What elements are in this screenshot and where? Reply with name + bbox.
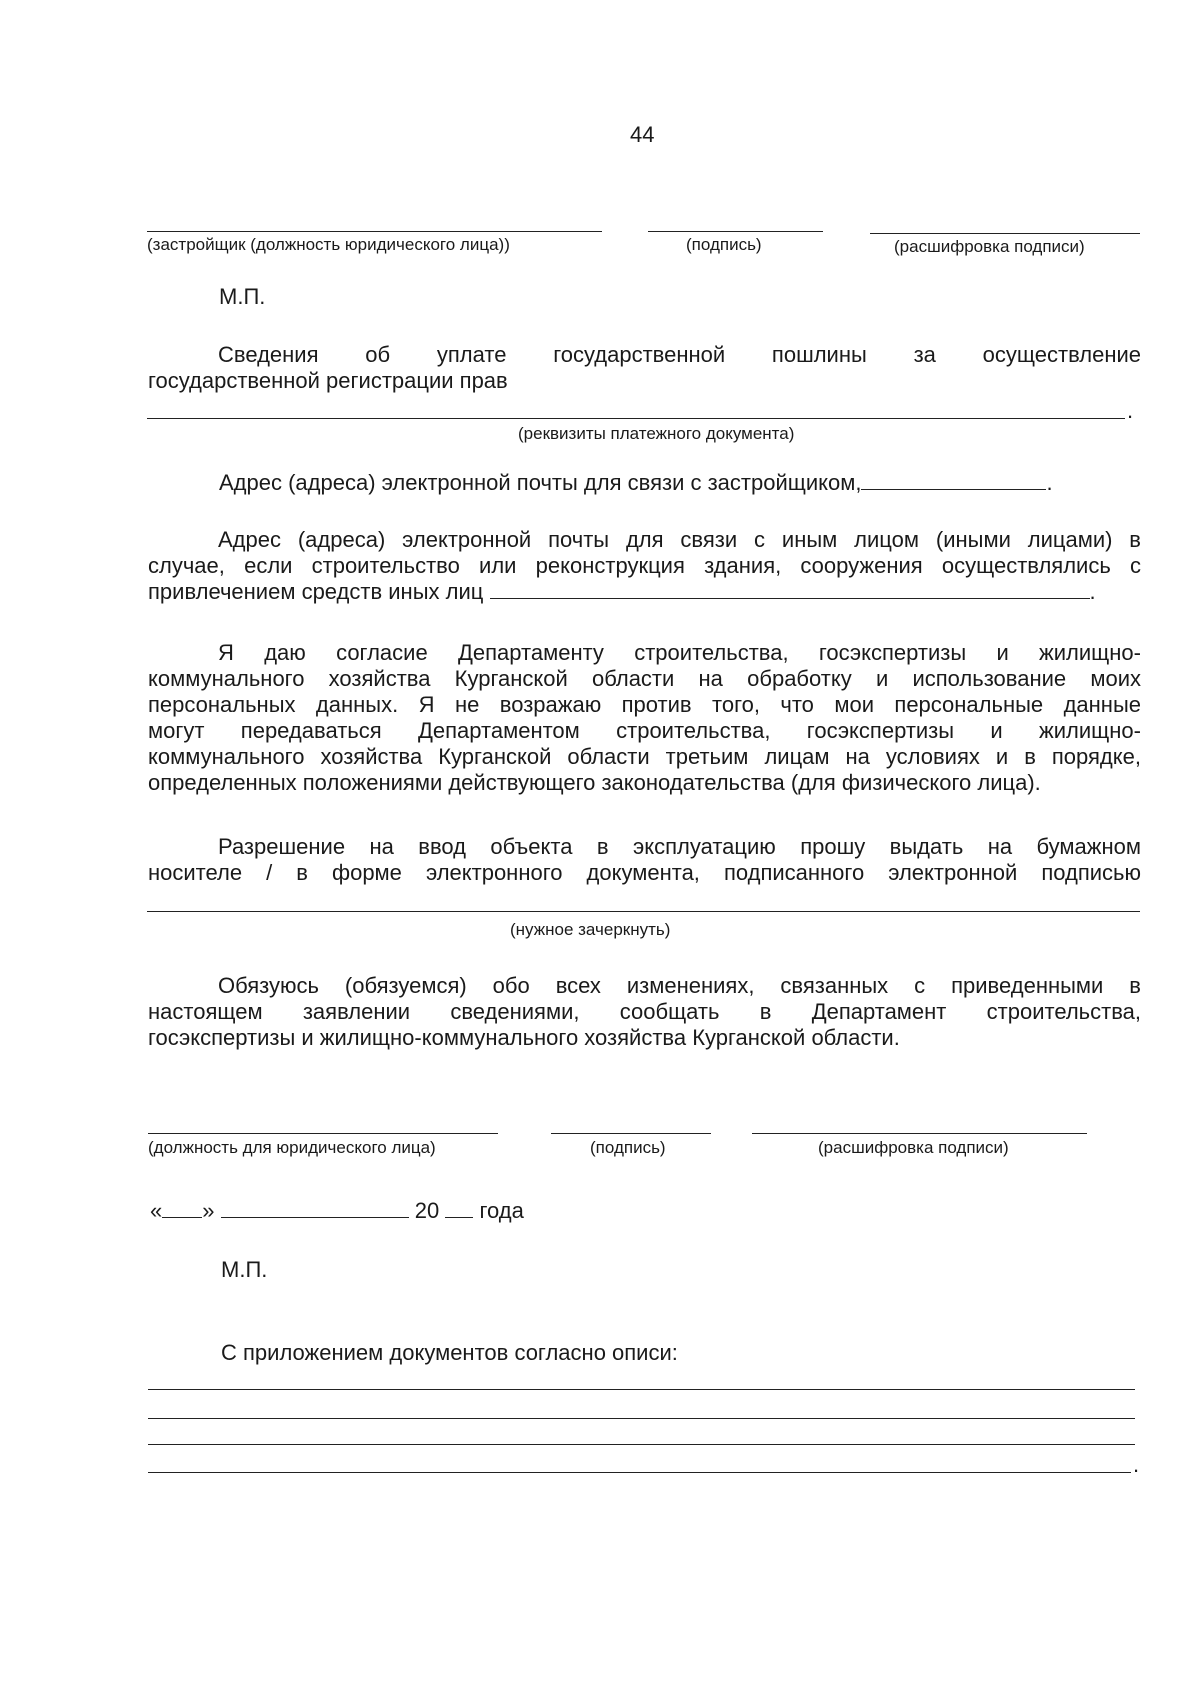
signature-line-1[interactable] bbox=[648, 231, 823, 232]
payment-document-line[interactable] bbox=[147, 418, 1125, 419]
consent-line-4: могут передаваться Департаментом строительства, госэкспертизы и жилищно- bbox=[148, 718, 1141, 743]
fee-line-1: Сведения об уплате государственной пошлины за осуществление bbox=[218, 342, 1141, 367]
obligation-line-1: Обязуюсь (обязуемся) обо всех изменениях, связанных с приведенными в bbox=[218, 973, 1141, 998]
date-line bbox=[150, 1198, 524, 1224]
attachment-line-2[interactable] bbox=[148, 1418, 1135, 1419]
open-quote: « bbox=[150, 1198, 163, 1223]
consent-line-2: коммунального хозяйства Курганской области на обработку и использование моих bbox=[148, 666, 1141, 691]
consent-line-6: определенных положениями действующего законодательства (для физического лица). bbox=[148, 770, 1041, 795]
attachments-label: С приложением документов согласно описи: bbox=[221, 1340, 678, 1365]
close-quote: » bbox=[202, 1198, 215, 1223]
payment-document-caption: (реквизиты платежного документа) bbox=[518, 424, 795, 443]
fee-line-2: государственной регистрации прав bbox=[148, 368, 508, 393]
email-developer-field[interactable] bbox=[861, 471, 1046, 490]
attachment-line-4[interactable] bbox=[148, 1472, 1131, 1473]
attachment-line-3[interactable] bbox=[148, 1444, 1135, 1445]
consent-line-5: коммунального хозяйства Курганской области третьим лицам на условиях и в порядке, bbox=[148, 744, 1141, 769]
year-suffix: года bbox=[479, 1198, 524, 1223]
period-mark: . bbox=[1127, 398, 1134, 423]
email-others-line-3: привлечением средств иных лиц . bbox=[148, 579, 1096, 604]
attachment-line-1[interactable] bbox=[148, 1389, 1135, 1390]
position-line-1[interactable] bbox=[147, 231, 602, 232]
position-caption-2: (должность для юридического лица) bbox=[148, 1138, 436, 1157]
consent-line-1: Я даю согласие Департаменту строительства, госэкспертизы и жилищно- bbox=[218, 640, 1141, 665]
consent-paragraph bbox=[148, 640, 1141, 796]
email-others-field[interactable] bbox=[490, 580, 1090, 599]
obligation-line-3: госэкспертизы и жилищно-коммунального хозяйства Курганской области. bbox=[148, 1025, 900, 1050]
obligation-line-2: настоящем заявлении сведениями, сообщать в Департамент строительства, bbox=[148, 999, 1141, 1024]
decoding-caption-2: (расшифровка подписи) bbox=[818, 1138, 1009, 1157]
year-prefix: 20 bbox=[414, 1198, 440, 1223]
permit-choice-line[interactable] bbox=[147, 911, 1140, 912]
period-mark-end: . bbox=[1133, 1452, 1140, 1477]
decoding-caption-1: (расшифровка подписи) bbox=[894, 237, 1085, 256]
permit-caption: (нужное зачеркнуть) bbox=[510, 920, 671, 939]
decoding-line-2[interactable] bbox=[752, 1133, 1087, 1134]
email-others-line-2: случае, если строительство или реконструкция здания, сооружения осуществлялись с bbox=[148, 553, 1141, 578]
decoding-line-1[interactable] bbox=[870, 233, 1140, 234]
page-number: 44 bbox=[630, 122, 655, 147]
month-field[interactable] bbox=[221, 1199, 409, 1218]
email-developer-text: Адрес (адреса) электронной почты для связи с застройщиком, . bbox=[219, 470, 1053, 495]
seal-mark-1: М.П. bbox=[219, 284, 266, 309]
email-others-label: привлечением средств иных лиц bbox=[148, 579, 484, 604]
email-others-line-1: Адрес (адреса) электронной почты для связи с иным лицом (иными лицами) в bbox=[218, 527, 1141, 552]
fee-paragraph bbox=[148, 342, 1141, 394]
position-line-2[interactable] bbox=[148, 1133, 498, 1134]
day-field[interactable] bbox=[162, 1199, 202, 1218]
signature-line-2[interactable] bbox=[551, 1133, 711, 1134]
obligation-paragraph bbox=[148, 973, 1141, 1051]
consent-line-3: персональных данных. Я не возражаю против того, что мои персональные данные bbox=[148, 692, 1141, 717]
permit-line-2: носителе / в форме электронного документа, подписанного электронной подписью bbox=[148, 860, 1141, 885]
signature-caption-2: (подпись) bbox=[590, 1138, 666, 1157]
email-developer-label: Адрес (адреса) электронной почты для связи с застройщиком, bbox=[219, 470, 862, 495]
permit-paragraph bbox=[148, 834, 1141, 886]
seal-mark-2: М.П. bbox=[221, 1257, 268, 1282]
email-others-paragraph bbox=[148, 527, 1141, 605]
permit-line-1: Разрешение на ввод объекта в эксплуатацию прошу выдать на бумажном bbox=[218, 834, 1141, 859]
signature-caption-1: (подпись) bbox=[686, 235, 762, 254]
year-field[interactable] bbox=[445, 1199, 473, 1218]
position-caption-1: (застройщик (должность юридического лица)) bbox=[147, 235, 510, 254]
